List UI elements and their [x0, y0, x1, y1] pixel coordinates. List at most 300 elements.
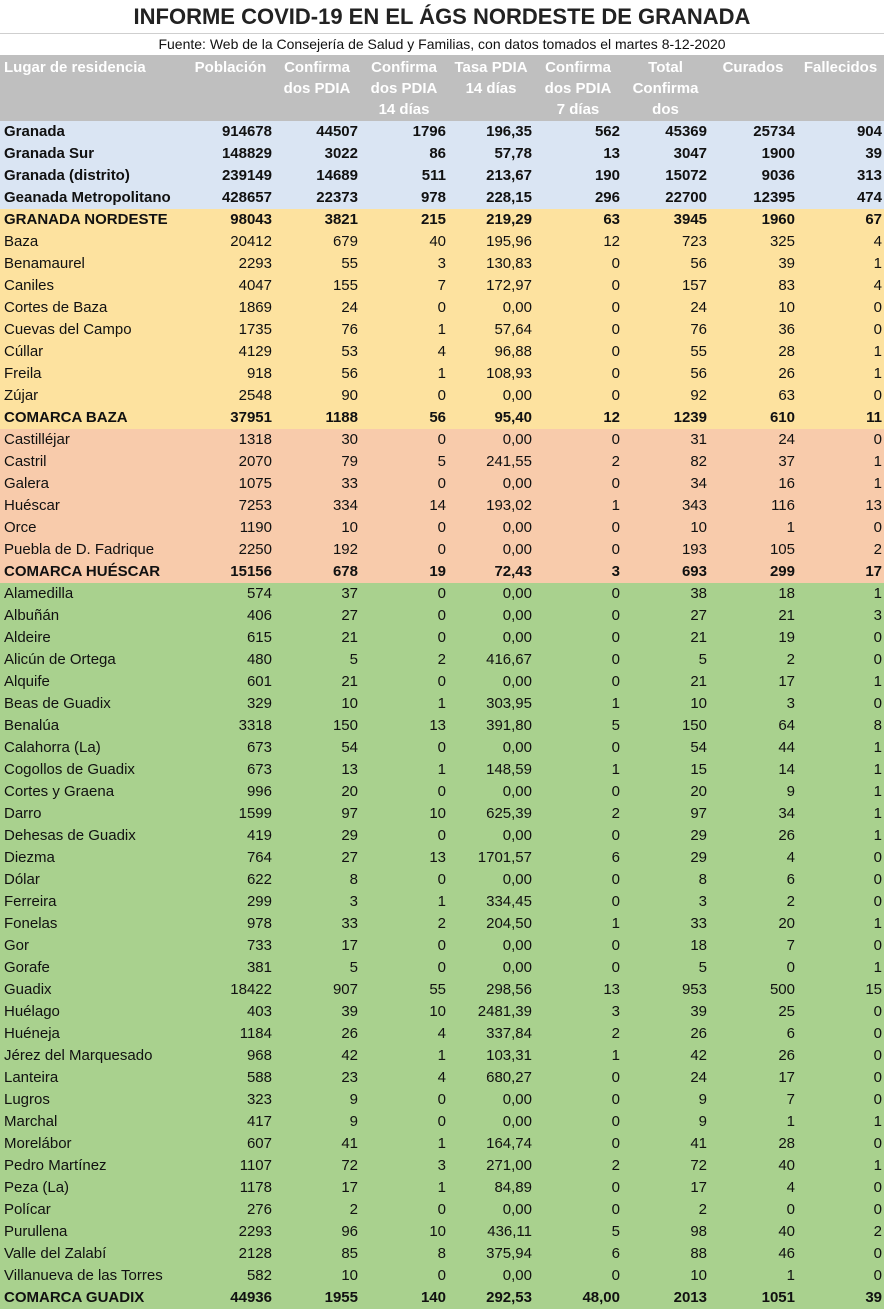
table-row [0, 1001, 884, 1023]
row-value: 95,40 [494, 409, 532, 426]
row-value: 3 [611, 563, 620, 580]
row-value: 0,00 [502, 585, 532, 602]
row-value: 2 [611, 1025, 620, 1042]
row-value: 0,00 [502, 519, 532, 536]
row-place-name: Geanada Metropolitano [4, 189, 171, 206]
row-value: 28 [778, 343, 795, 360]
row-value: 1796 [412, 123, 446, 140]
row-value: 622 [246, 871, 272, 888]
row-value: 97 [341, 805, 358, 822]
row-value: 325 [769, 233, 795, 250]
row-value: 0 [437, 431, 446, 448]
row-value: 17 [778, 673, 795, 690]
row-value: 13 [429, 849, 446, 866]
table-row [0, 715, 884, 737]
row-value: 15156 [230, 563, 272, 580]
row-value: 419 [246, 827, 272, 844]
row-value: 4 [437, 1069, 446, 1086]
row-value: 323 [246, 1091, 272, 1108]
row-value: 10 [341, 1267, 358, 1284]
table-row [0, 649, 884, 671]
row-value: 1 [873, 453, 882, 470]
row-value: 0 [437, 871, 446, 888]
row-value: 334 [332, 497, 358, 514]
row-value: 39 [778, 255, 795, 272]
row-value: 0 [437, 541, 446, 558]
row-value: 8 [349, 871, 358, 888]
table-row [0, 319, 884, 341]
row-value: 375,94 [486, 1245, 532, 1262]
row-value: 30 [341, 431, 358, 448]
row-value: 26 [778, 1047, 795, 1064]
row-value: 0,00 [502, 1113, 532, 1130]
row-value: 13 [603, 145, 620, 162]
row-value: 1599 [238, 805, 272, 822]
row-value: 2481,39 [477, 1003, 532, 1020]
row-value: 313 [856, 167, 882, 184]
row-value: 0,00 [502, 541, 532, 558]
row-value: 96 [341, 1223, 358, 1240]
row-place-name: Freila [4, 365, 42, 382]
table-row [0, 1265, 884, 1287]
row-value: 36 [778, 321, 795, 338]
row-value: 150 [332, 717, 358, 734]
table-row [0, 1199, 884, 1221]
table-row [0, 1023, 884, 1045]
row-value: 511 [421, 167, 446, 184]
row-place-name: Aldeire [4, 629, 51, 646]
table-row-total [0, 143, 884, 165]
row-value: 0 [611, 519, 620, 536]
table-row [0, 913, 884, 935]
row-value: 13 [341, 761, 358, 778]
row-value: 24 [341, 299, 358, 316]
row-value: 19 [429, 563, 446, 580]
row-value: 12 [603, 233, 620, 250]
row-place-name: Beas de Guadix [4, 695, 111, 712]
table-row-total [0, 1287, 884, 1309]
row-value: 0 [611, 871, 620, 888]
row-value: 55 [690, 343, 707, 360]
row-value: 2 [873, 1223, 882, 1240]
row-value: 1900 [761, 145, 795, 162]
row-value: 21 [341, 673, 358, 690]
row-value: 0 [873, 387, 882, 404]
row-value: 3821 [324, 211, 358, 228]
table-row [0, 869, 884, 891]
row-value: 1 [437, 1179, 446, 1196]
row-value: 1184 [239, 1025, 272, 1042]
row-value: 148,59 [486, 761, 532, 778]
row-value: 9036 [761, 167, 795, 184]
row-value: 241,55 [486, 453, 532, 470]
row-value: 21 [690, 673, 707, 690]
row-value: 4 [437, 343, 446, 360]
row-value: 996 [246, 783, 272, 800]
table-row-total [0, 407, 884, 429]
row-value: 46 [778, 1245, 795, 1262]
row-place-name: Jérez del Marquesado [4, 1047, 153, 1064]
row-value: 1075 [238, 475, 272, 492]
row-value: 0 [873, 849, 882, 866]
row-value: 10 [690, 695, 707, 712]
row-place-name: Purullena [4, 1223, 68, 1240]
row-value: 1701,57 [477, 849, 532, 866]
row-value: 1 [873, 475, 882, 492]
row-place-name: Morelábor [4, 1135, 72, 1152]
row-value: 33 [341, 475, 358, 492]
row-value: 213,67 [486, 167, 532, 184]
row-place-name: Villanueva de las Torres [4, 1267, 163, 1284]
row-value: 1869 [238, 299, 272, 316]
row-value: 105 [769, 541, 795, 558]
row-value: 968 [246, 1047, 272, 1064]
row-place-name: GRANADA NORDESTE [4, 211, 168, 228]
row-value: 23 [341, 1069, 358, 1086]
table-row [0, 495, 884, 517]
row-value: 1 [437, 893, 446, 910]
row-value: 56 [429, 409, 446, 426]
row-value: 2 [611, 1157, 620, 1174]
row-value: 0,00 [502, 739, 532, 756]
row-value: 329 [246, 695, 272, 712]
row-value: 0 [437, 1113, 446, 1130]
row-value: 14 [778, 761, 795, 778]
row-value: 610 [769, 409, 795, 426]
table-row [0, 583, 884, 605]
row-value: 0 [611, 365, 620, 382]
row-value: 4 [437, 1025, 446, 1042]
row-value: 39 [865, 1289, 882, 1306]
row-value: 2 [786, 893, 795, 910]
row-value: 3 [786, 695, 795, 712]
row-value: 0 [873, 519, 882, 536]
row-value: 10 [690, 1267, 707, 1284]
row-place-name: Diezma [4, 849, 55, 866]
row-value: 2 [786, 651, 795, 668]
row-value: 0 [873, 1201, 882, 1218]
row-value: 9 [786, 783, 795, 800]
row-value: 72 [341, 1157, 358, 1174]
row-place-name: Guadix [4, 981, 52, 998]
row-value: 0 [873, 1135, 882, 1152]
row-value: 625,39 [486, 805, 532, 822]
row-value: 678 [332, 563, 358, 580]
row-value: 5 [349, 959, 358, 976]
row-value: 0 [873, 1003, 882, 1020]
row-value: 474 [856, 189, 882, 206]
table-row [0, 429, 884, 451]
row-value: 16 [778, 475, 795, 492]
row-value: 0,00 [502, 783, 532, 800]
row-value: 0,00 [502, 299, 532, 316]
row-value: 10 [341, 695, 358, 712]
row-value: 2293 [238, 255, 272, 272]
row-value: 5 [611, 717, 620, 734]
row-value: 37 [778, 453, 795, 470]
row-value: 44936 [230, 1289, 272, 1306]
row-value: 428657 [221, 189, 272, 206]
row-value: 86 [429, 145, 446, 162]
row-value: 14689 [316, 167, 358, 184]
row-value: 15 [690, 761, 707, 778]
row-value: 195,96 [486, 233, 532, 250]
row-value: 21 [690, 629, 707, 646]
row-value: 918 [246, 365, 272, 382]
report-title: INFORME COVID-19 EN EL ÁGS NORDESTE DE GRANADA [0, 0, 884, 34]
row-value: 343 [681, 497, 707, 514]
row-value: 7 [437, 277, 446, 294]
row-value: 406 [246, 607, 272, 624]
table-row [0, 1045, 884, 1067]
row-value: 10 [778, 299, 795, 316]
row-value: 3 [698, 893, 707, 910]
row-value: 0 [873, 1245, 882, 1262]
row-value: 0 [611, 475, 620, 492]
row-value: 0 [873, 695, 882, 712]
row-value: 0 [611, 673, 620, 690]
row-value: 0 [873, 1091, 882, 1108]
row-value: 607 [246, 1135, 272, 1152]
row-value: 4 [786, 1179, 795, 1196]
row-place-name: Zújar [4, 387, 39, 404]
row-value: 0 [786, 1201, 795, 1218]
row-value: 3 [611, 1003, 620, 1020]
row-value: 3022 [324, 145, 358, 162]
row-value: 1 [873, 365, 882, 382]
row-value: 56 [690, 365, 707, 382]
table-row [0, 605, 884, 627]
row-value: 2 [611, 805, 620, 822]
row-place-name: Granada Sur [4, 145, 95, 162]
row-value: 601 [246, 673, 272, 690]
row-value: 48,00 [582, 1289, 620, 1306]
row-value: 500 [769, 981, 795, 998]
row-value: 44 [778, 739, 795, 756]
table-row-total [0, 209, 884, 231]
row-value: 1 [786, 1113, 795, 1130]
row-value: 0 [611, 321, 620, 338]
row-value: 5 [437, 453, 446, 470]
row-value: 45369 [665, 123, 707, 140]
row-place-name: Orce [4, 519, 37, 536]
row-value: 0 [437, 1201, 446, 1218]
row-value: 1 [611, 1047, 620, 1064]
row-value: 38 [690, 585, 707, 602]
table-row [0, 1243, 884, 1265]
data-table-body [0, 121, 884, 1309]
row-value: 14 [429, 497, 446, 514]
row-value: 1 [611, 915, 620, 932]
row-value: 64 [778, 717, 795, 734]
row-place-name: Alamedilla [4, 585, 74, 602]
row-value: 303,95 [486, 695, 532, 712]
row-value: 0 [611, 937, 620, 954]
row-value: 0 [873, 321, 882, 338]
row-value: 10 [690, 519, 707, 536]
row-value: 72,43 [494, 563, 532, 580]
row-value: 29 [690, 827, 707, 844]
row-value: 574 [246, 585, 272, 602]
row-value: 10 [429, 1003, 446, 1020]
row-value: 41 [341, 1135, 358, 1152]
row-value: 0 [437, 937, 446, 954]
row-value: 1 [437, 1047, 446, 1064]
row-value: 0,00 [502, 1201, 532, 1218]
row-value: 1 [437, 761, 446, 778]
row-value: 9 [349, 1113, 358, 1130]
row-value: 1 [611, 497, 620, 514]
row-place-name: Lugros [4, 1091, 50, 1108]
row-value: 0,00 [502, 1267, 532, 1284]
row-value: 0 [437, 783, 446, 800]
row-value: 24 [690, 299, 707, 316]
row-value: 0 [437, 1267, 446, 1284]
row-place-name: Cortes de Baza [4, 299, 108, 316]
row-value: 7 [786, 937, 795, 954]
row-value: 44507 [316, 123, 358, 140]
row-place-name: Cortes y Graena [4, 783, 115, 800]
row-value: 2070 [238, 453, 272, 470]
row-value: 10 [429, 805, 446, 822]
row-value: 0 [873, 1025, 882, 1042]
table-row [0, 781, 884, 803]
row-value: 15072 [665, 167, 707, 184]
row-value: 588 [246, 1069, 272, 1086]
column-header-total-confirmed: Total Confirma dos [632, 59, 699, 118]
row-value: 0 [611, 541, 620, 558]
row-place-name: Galera [4, 475, 50, 492]
row-value: 3 [437, 255, 446, 272]
row-value: 15 [865, 981, 882, 998]
row-value: 562 [594, 123, 620, 140]
table-row [0, 957, 884, 979]
row-value: 130,83 [486, 255, 532, 272]
row-value: 8 [437, 1245, 446, 1262]
row-value: 9 [349, 1091, 358, 1108]
row-place-name: Darro [4, 805, 42, 822]
table-row [0, 341, 884, 363]
row-value: 296 [594, 189, 620, 206]
row-value: 1960 [761, 211, 795, 228]
row-value: 37 [341, 585, 358, 602]
column-header-population: Población [194, 59, 267, 76]
row-value: 0 [611, 959, 620, 976]
row-value: 3047 [673, 145, 707, 162]
row-value: 2 [437, 915, 446, 932]
row-value: 27 [341, 849, 358, 866]
row-value: 17 [341, 1179, 358, 1196]
row-value: 1 [873, 343, 882, 360]
row-value: 13 [865, 497, 882, 514]
row-value: 193,02 [486, 497, 532, 514]
row-value: 914678 [221, 123, 272, 140]
row-value: 764 [246, 849, 272, 866]
table-row [0, 275, 884, 297]
row-value: 1188 [325, 409, 358, 426]
table-row [0, 517, 884, 539]
row-value: 0 [611, 1267, 620, 1284]
table-row [0, 1177, 884, 1199]
row-value: 19 [778, 629, 795, 646]
row-value: 0 [611, 1113, 620, 1130]
table-row [0, 847, 884, 869]
row-value: 148829 [221, 145, 272, 162]
table-row [0, 385, 884, 407]
row-value: 0 [437, 1091, 446, 1108]
row-place-name: Baza [4, 233, 39, 250]
row-value: 56 [690, 255, 707, 272]
row-value: 1 [786, 1267, 795, 1284]
table-row [0, 891, 884, 913]
row-value: 5 [698, 651, 707, 668]
row-value: 1 [873, 783, 882, 800]
row-value: 6 [611, 1245, 620, 1262]
row-value: 18 [778, 585, 795, 602]
row-value: 88 [690, 1245, 707, 1262]
row-value: 4 [873, 233, 882, 250]
table-row [0, 1111, 884, 1133]
row-value: 76 [690, 321, 707, 338]
row-value: 1 [873, 1157, 882, 1174]
row-value: 4129 [238, 343, 272, 360]
row-value: 20 [690, 783, 707, 800]
row-value: 155 [332, 277, 358, 294]
row-value: 0 [437, 673, 446, 690]
row-value: 0,00 [502, 629, 532, 646]
row-value: 190 [594, 167, 620, 184]
row-value: 2250 [238, 541, 272, 558]
row-value: 391,80 [486, 717, 532, 734]
row-value: 40 [778, 1223, 795, 1240]
row-value: 172,97 [486, 277, 532, 294]
row-value: 53 [341, 343, 358, 360]
row-value: 2 [873, 541, 882, 558]
row-value: 54 [690, 739, 707, 756]
row-value: 1 [437, 1135, 446, 1152]
row-value: 3 [873, 607, 882, 624]
row-value: 140 [420, 1289, 446, 1306]
table-row-total [0, 561, 884, 583]
row-value: 1051 [761, 1289, 795, 1306]
row-value: 1 [873, 739, 882, 756]
row-value: 0 [611, 343, 620, 360]
row-value: 0 [611, 1179, 620, 1196]
row-value: 0 [611, 739, 620, 756]
row-value: 582 [246, 1267, 272, 1284]
row-value: 56 [341, 365, 358, 382]
row-value: 0 [611, 607, 620, 624]
row-value: 0 [611, 827, 620, 844]
row-place-name: Caniles [4, 277, 55, 294]
row-value: 0 [611, 1201, 620, 1218]
row-value: 2548 [238, 387, 272, 404]
row-value: 63 [778, 387, 795, 404]
row-value: 5 [698, 959, 707, 976]
row-value: 8 [873, 717, 882, 734]
row-value: 1735 [238, 321, 272, 338]
table-row [0, 363, 884, 385]
row-place-name: Puebla de D. Fadrique [4, 541, 155, 558]
column-header-rate-14d: Tasa PDIA 14 días [454, 59, 528, 97]
table-row-total [0, 187, 884, 209]
table-row [0, 935, 884, 957]
row-value: 150 [681, 717, 707, 734]
row-value: 67 [865, 211, 882, 228]
row-value: 26 [778, 365, 795, 382]
row-value: 0 [873, 299, 882, 316]
row-value: 1955 [324, 1289, 358, 1306]
